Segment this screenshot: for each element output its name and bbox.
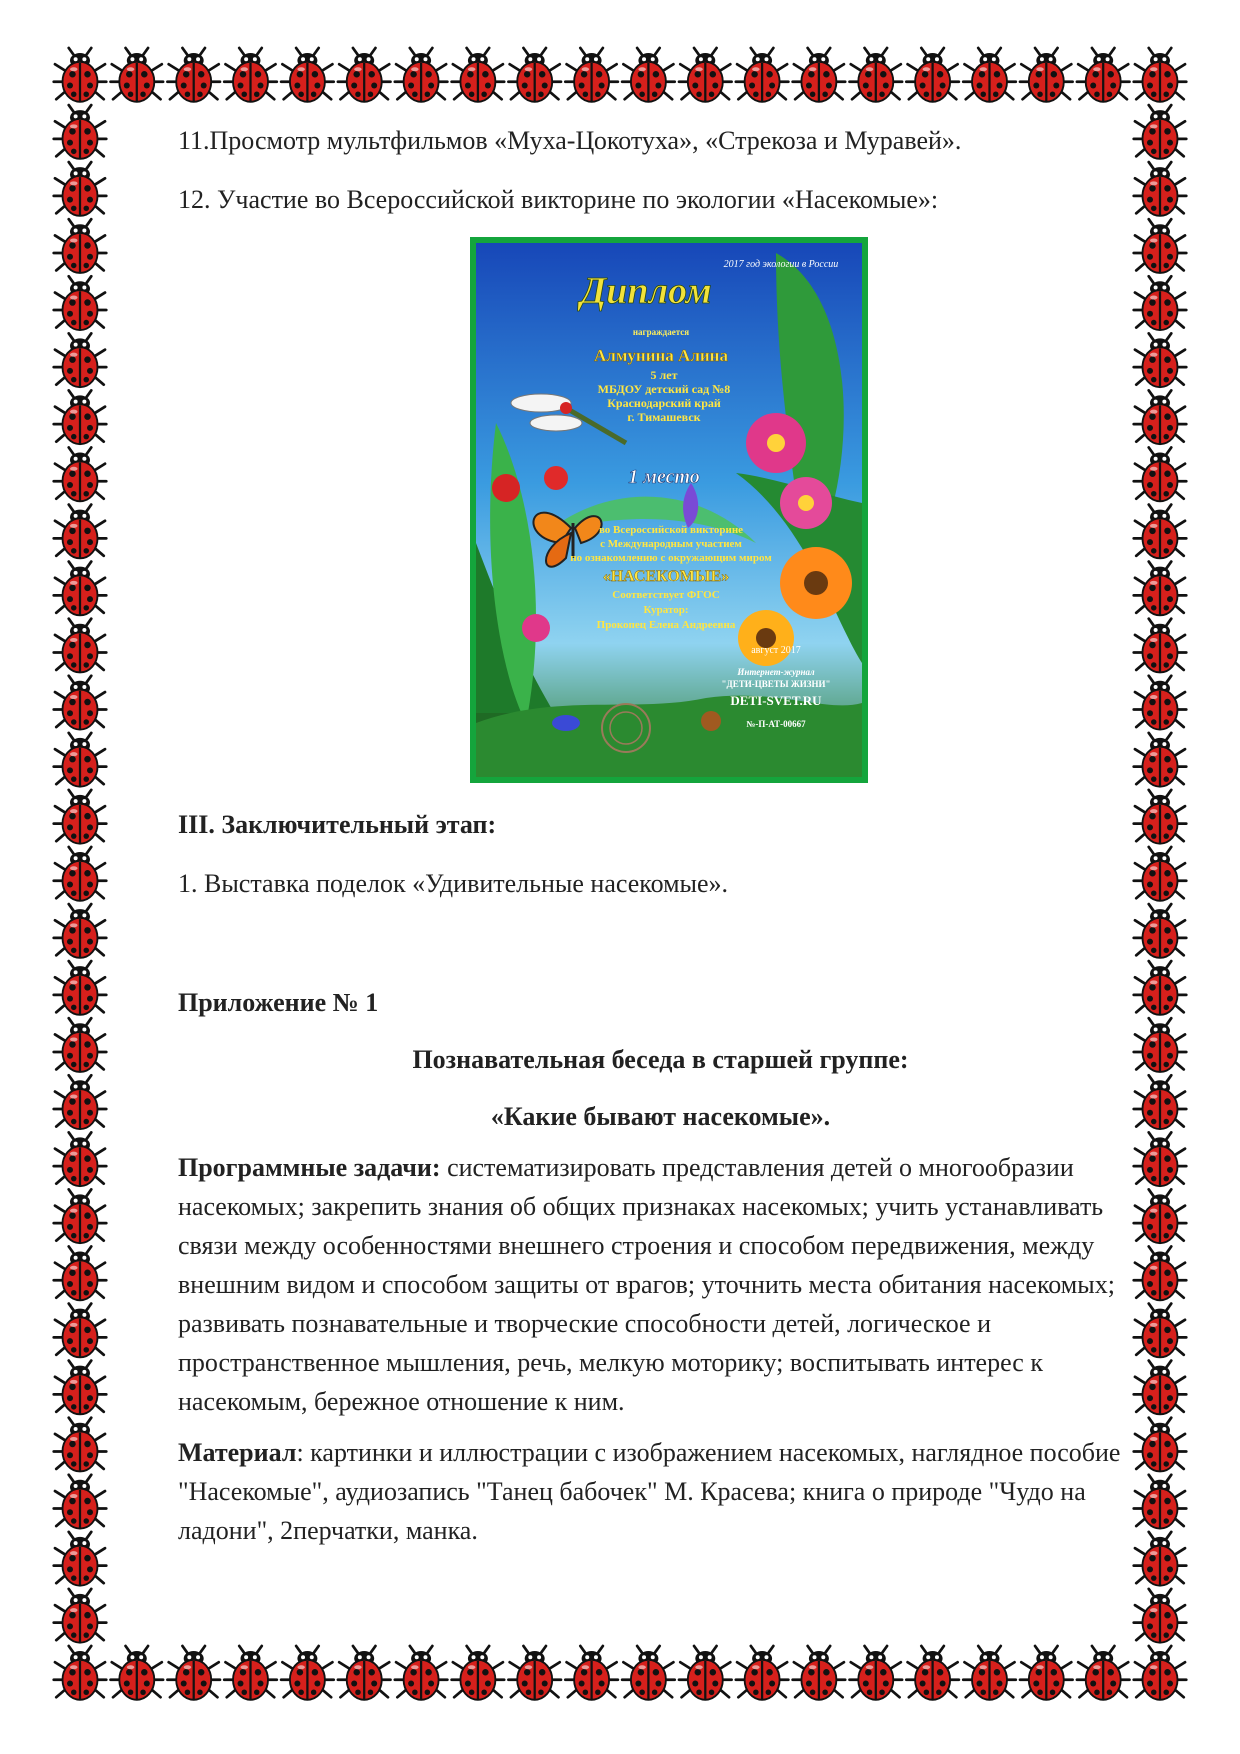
ladybug-icon — [452, 48, 505, 102]
ladybug-icon — [54, 847, 107, 901]
ladybug-icon — [850, 1646, 903, 1700]
ladybug-icon — [1134, 562, 1187, 616]
material-label: Материал — [178, 1438, 297, 1467]
ladybug-icon — [54, 790, 107, 844]
ladybug-icon — [54, 162, 107, 216]
ladybug-icon — [679, 1646, 732, 1700]
ladybug-icon — [167, 1646, 220, 1700]
ladybug-icon — [338, 1646, 391, 1700]
ladybug-icon — [54, 448, 107, 502]
appendix-topic: «Какие бывают насекомые». — [490, 1102, 831, 1131]
ladybug-icon — [54, 961, 107, 1015]
diploma-site: DETI-SVET.RU — [730, 693, 822, 708]
ladybug-icon — [54, 733, 107, 787]
appendix-title: Приложение № 1 — [178, 988, 379, 1017]
diploma-org: МБДОУ детский сад №8 — [597, 382, 731, 396]
ladybug-icon — [54, 1075, 107, 1129]
ladybug-icon — [111, 48, 164, 102]
ladybug-icon — [281, 48, 334, 102]
ladybug-icon — [565, 1646, 618, 1700]
ladybug-icon — [1020, 48, 1073, 102]
ladybug-icon — [54, 1418, 107, 1472]
ladybug-icon — [54, 1361, 107, 1415]
ladybug-icon — [793, 48, 846, 102]
diploma-line3: по ознакомлению с окружающим миром — [570, 552, 772, 564]
diploma-date: август 2017 — [751, 645, 801, 656]
ladybug-icon — [963, 1646, 1016, 1700]
ladybug-icon — [736, 48, 789, 102]
ladybug-icon — [54, 505, 107, 559]
ladybug-icon — [54, 676, 107, 730]
ladybug-icon — [1134, 1646, 1187, 1700]
ladybug-icon — [622, 48, 675, 102]
diploma-curator-label: Куратор: — [643, 604, 689, 616]
diploma-city: г. Тимашевск — [627, 410, 701, 424]
ladybug-icon — [395, 1646, 448, 1700]
ladybug-icon — [224, 48, 277, 102]
ladybug-icon — [1134, 276, 1187, 330]
material-paragraph — [178, 1433, 1143, 1550]
ladybug-icon — [54, 48, 107, 102]
ladybug-icon — [1134, 733, 1187, 787]
diploma-image — [470, 237, 868, 783]
ladybug-icon — [1134, 390, 1187, 444]
ladybug-icon — [395, 48, 448, 102]
diploma-title: Диплом — [580, 270, 712, 312]
diploma-topic: «НАСЕКОМЫЕ» — [602, 568, 730, 585]
ladybug-icon — [338, 48, 391, 102]
ladybug-icon — [54, 1646, 107, 1700]
ladybug-icon — [1134, 676, 1187, 730]
appendix-subtitle: Познавательная беседа в старшей группе: — [412, 1045, 909, 1074]
ladybug-icon — [508, 1646, 561, 1700]
ladybug-icon — [54, 276, 107, 330]
ladybug-icon — [54, 562, 107, 616]
ladybug-icon — [54, 333, 107, 387]
ladybug-icon — [963, 48, 1016, 102]
diploma-awarded: награждается — [632, 327, 690, 337]
ladybug-icon — [54, 219, 107, 273]
ladybug-icon — [224, 1646, 277, 1700]
ladybug-icon — [1134, 505, 1187, 559]
ladybug-icon — [793, 1646, 846, 1700]
diploma-place: 1 место — [628, 466, 700, 488]
ladybug-icon — [54, 1189, 107, 1243]
ladybug-icon — [452, 1646, 505, 1700]
ladybug-icon — [54, 904, 107, 958]
diploma-shop1: Интернет-журнал — [737, 667, 815, 677]
ladybug-icon — [54, 1304, 107, 1358]
diploma-region: Краснодарский край — [607, 396, 721, 410]
stage3-heading: III. Заключительный этап: — [178, 810, 497, 839]
ladybug-icon — [281, 1646, 334, 1700]
stage3-section — [178, 805, 1143, 1550]
ladybug-icon — [679, 48, 732, 102]
ladybug-icon — [1134, 219, 1187, 273]
ladybug-icon — [1134, 619, 1187, 673]
ladybug-icon — [54, 1475, 107, 1529]
ladybug-icon — [54, 1132, 107, 1186]
ladybug-icon — [54, 619, 107, 673]
ladybug-icon — [565, 48, 618, 102]
diploma-name: Алмунина Алина — [594, 346, 728, 365]
diploma-curator: Прокопец Елена Андреевна — [596, 619, 736, 631]
diploma-line2: с Международным участием — [600, 538, 742, 550]
ladybug-icon — [54, 105, 107, 159]
material-text: : картинки и иллюстрации с изображением насекомых, наглядное пособие "Насекомые", аудиозапись "Танец бабочек" М. Красева; книга о природе "Чудо на ладони", 2перчатки, манка. — [178, 1438, 1121, 1545]
ladybug-icon — [622, 1646, 675, 1700]
diploma-number: №-П-АТ-00667 — [746, 719, 806, 729]
ladybug-icon — [736, 1646, 789, 1700]
tasks-paragraph — [178, 1148, 1143, 1421]
ladybug-icon — [906, 48, 959, 102]
tasks-text: систематизировать представления детей о многообразии насекомых; закрепить знания об общих признаках насекомых; учить устанавливать связи между особенностями внешнего строения и способом передвижения, между внешним видом и способом защиты от врагов; уточнить места обитания насекомых; развивать познавательные и творческие способности детей, логическое и пространственное мышления, речь, мелкую моторику; воспитывать интерес к насекомым, бережное отношение к ним. — [178, 1153, 1115, 1416]
ladybug-icon — [850, 48, 903, 102]
ladybug-icon — [1077, 48, 1130, 102]
list-item-12: 12. Участие во Всероссийской викторине по экологии «Насекомые»: — [178, 185, 939, 214]
ladybug-icon — [54, 390, 107, 444]
ladybug-icon — [54, 1018, 107, 1072]
ladybug-icon — [1077, 1646, 1130, 1700]
page-content — [178, 112, 1143, 219]
diploma-shop2: "ДЕТИ-ЦВЕТЫ ЖИЗНИ" — [721, 679, 831, 689]
ladybug-icon — [54, 1589, 107, 1643]
list-item-11: 11.Просмотр мультфильмов «Муха-Цокотуха», «Стрекоза и Муравей». — [178, 126, 962, 155]
ladybug-icon — [167, 48, 220, 102]
ladybug-icon — [111, 1646, 164, 1700]
ladybug-icon — [1134, 1589, 1187, 1643]
ladybug-icon — [508, 48, 561, 102]
ladybug-icon — [54, 1247, 107, 1301]
diploma-line1: во Всероссийской викторине — [598, 524, 744, 536]
ladybug-icon — [54, 1532, 107, 1586]
diploma-fgos: Соответствует ФГОС — [612, 589, 720, 601]
ladybug-icon — [1134, 448, 1187, 502]
tasks-label: Программные задачи: — [178, 1153, 441, 1182]
ladybug-icon — [1134, 48, 1187, 102]
ladybug-icon — [1020, 1646, 1073, 1700]
diploma-corner-text: 2017 год экологии в России — [723, 259, 839, 270]
diploma-age: 5 лет — [650, 368, 678, 382]
ladybug-icon — [1134, 333, 1187, 387]
stage3-item1: 1. Выставка поделок «Удивительные насекомые». — [178, 869, 729, 898]
ladybug-icon — [906, 1646, 959, 1700]
